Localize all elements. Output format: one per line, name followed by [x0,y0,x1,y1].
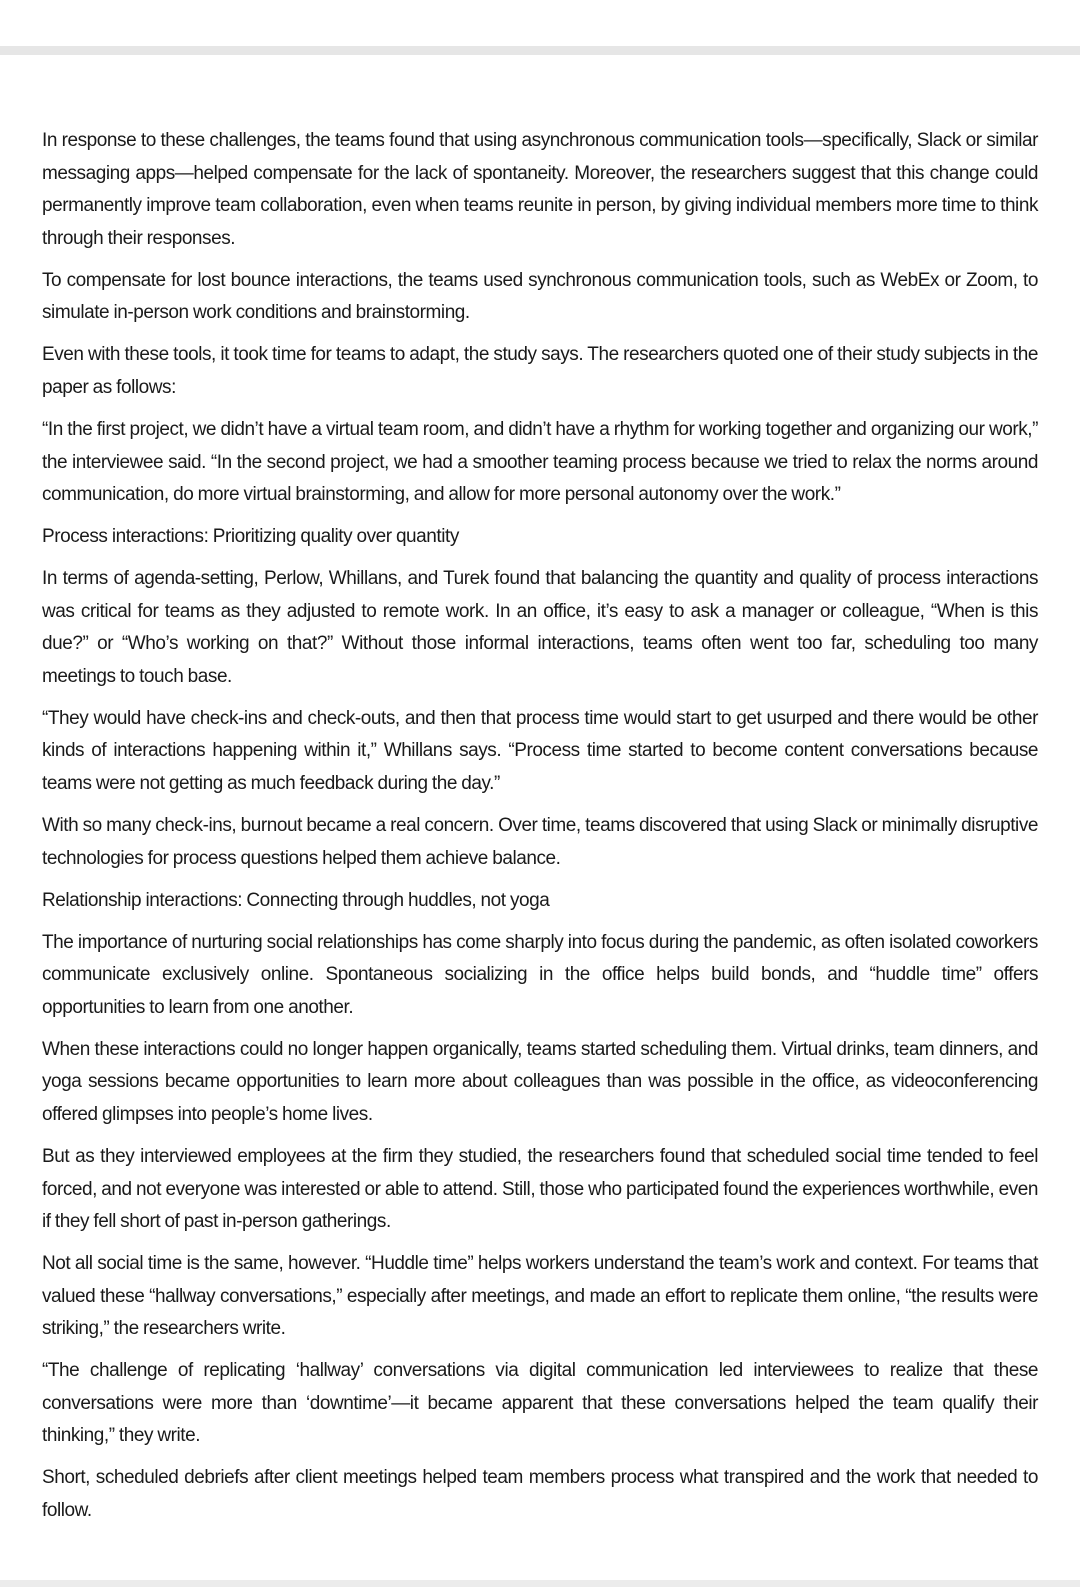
paragraph: Not all social time is the same, however. “Huddle time” helps workers understand the team’s work and context. For teams that valued these “hallway conversations,” especially after meetings, and made an effort to replicate them online, “the results were striking,” the researchers write. [42,1253,1038,1340]
paragraph: To compensate for lost bounce interactions, the teams used synchronous communication tools, such as WebEx or Zoom, to simulate in-person work conditions and brainstorming. [42,269,1038,324]
paragraph: “They would have check-ins and check-outs, and then that process time would start to get usurped and there would be other kinds of interactions happening within it,” Whillans says. “Process time started to become content conversations because teams were not getting as much feedback during the day.” [42,707,1038,795]
section-heading-relationship: Relationship interactions: Connecting through huddles, not yoga [42,889,550,911]
article-body [42,125,1038,1537]
paragraph: “The challenge of replicating ‘hallway’ conversations via digital communication led interviewees to realize that these conversations were more than ‘downtime’—it became apparent that these conversations helped the team qualify their thinking,” they write. [42,1360,1038,1447]
paragraph: In response to these challenges, the teams found that using asynchronous communication tools—specifically, Slack or similar messaging apps—helped compensate for the lack of spontaneity. Moreover, the researchers suggest that this change could permanently improve team collaboration, even when teams reunite in person, by giving individual members more time to think through their responses. [42,130,1038,249]
paragraph: The importance of nurturing social relationships has come sharply into focus during the pandemic, as often isolated coworkers communicate exclusively online. Spontaneous socializing in the office helps build bonds, and “huddle time” offers opportunities to learn from one another. [42,931,1038,1018]
paragraph: “In the first project, we didn’t have a virtual team room, and didn’t have a rhythm for working together and organizing our work,” the interviewee said. “In the second project, we had a smoother teaming process because we tried to relax the norms around communication, do more virtual brainstorming, and allow for more personal autonomy over the work.” [42,418,1038,506]
paragraph: Even with these tools, it took time for teams to adapt, the study says. The researchers quoted one of their study subjects in the paper as follows: [42,344,1038,398]
paragraph: But as they interviewed employees at the firm they studied, the researchers found that scheduled social time tended to feel forced, and not everyone was interested or able to attend. Still, those who participated found the experiences worthwhile, even if they fell short of past in-person gatherings. [42,1145,1038,1233]
paragraph: In terms of agenda-setting, Perlow, Whillans, and Turek found that balancing the quantity and quality of process interactions was critical for teams as they adjusted to remote work. In an office, it’s easy to ask a manager or colleague, “When is this due?” or “Who’s working on that?” Without those informal interactions, teams often went too far, scheduling too many meetings to touch base. [42,568,1038,687]
top-divider [0,46,1080,55]
paragraph: With so many check-ins, burnout became a real concern. Over time, teams discovered that using Slack or minimally disruptive technologies for process questions helped them achieve balance. [42,815,1038,869]
paragraph: When these interactions could no longer happen organically, teams started scheduling them. Virtual drinks, team dinners, and yoga sessions became opportunities to learn more about colleagues than was possible in the office, as videoconferencing offered glimpses into people’s home lives. [42,1038,1038,1125]
section-heading-process: Process interactions: Prioritizing quality over quantity [42,526,459,548]
bottom-divider [0,1580,1080,1587]
paragraph: Short, scheduled debriefs after client meetings helped team members process what transpired and the work that needed to follow. [42,1467,1038,1522]
